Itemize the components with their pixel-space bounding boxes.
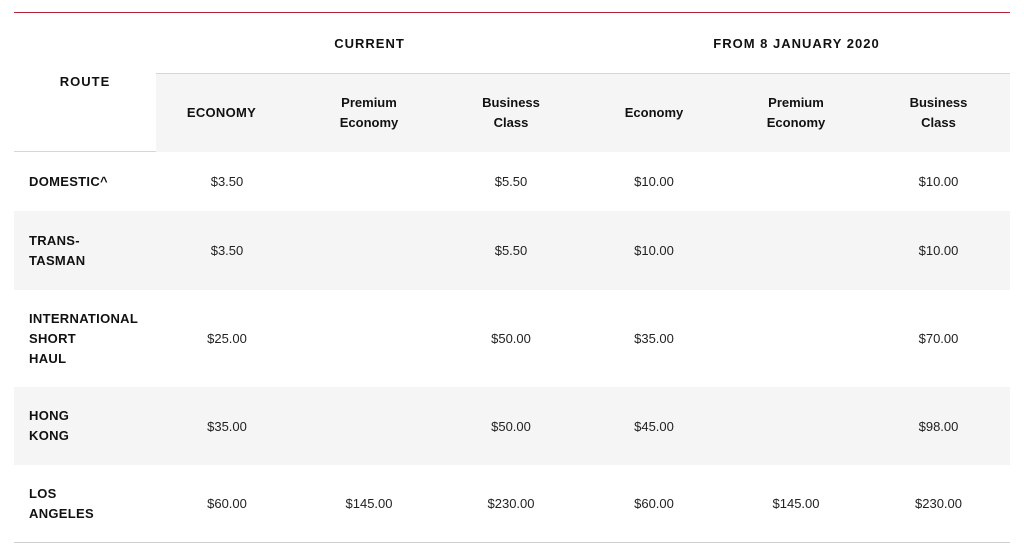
price-cell bbox=[298, 211, 440, 290]
price-cell: $50.00 bbox=[491, 331, 531, 346]
group-header-from-2020: FROM 8 JANUARY 2020 bbox=[713, 35, 880, 51]
price-cell: $60.00 bbox=[207, 496, 247, 511]
price-cell: $25.00 bbox=[207, 331, 247, 346]
route-name-line: HONG bbox=[29, 408, 70, 423]
price-cell: $35.00 bbox=[207, 418, 247, 434]
class-header-economy-new bbox=[583, 73, 725, 152]
price-cell bbox=[725, 152, 867, 211]
route-name-line: HAUL bbox=[29, 350, 67, 366]
bottom-divider bbox=[14, 542, 1010, 543]
class-header-line: Business bbox=[909, 94, 968, 110]
class-header-economy-current bbox=[156, 73, 287, 152]
class-header-line: Class bbox=[493, 114, 529, 130]
price-cell bbox=[725, 387, 867, 465]
route-name-line: SHORT bbox=[29, 330, 76, 346]
route-column-header: ROUTE bbox=[59, 74, 111, 89]
price-cell bbox=[725, 211, 867, 290]
route-name-line: INTERNATIONAL bbox=[29, 310, 139, 326]
price-cell: $60.00 bbox=[634, 496, 674, 511]
price-cell: $10.00 bbox=[634, 243, 674, 258]
price-cell: $10.00 bbox=[918, 243, 959, 258]
class-header-premium-economy-current bbox=[298, 73, 440, 152]
class-header-line: Economy bbox=[624, 104, 684, 120]
price-cell: $3.50 bbox=[210, 243, 244, 258]
route-name bbox=[29, 465, 94, 542]
price-cell bbox=[298, 152, 440, 211]
price-cell: $35.00 bbox=[634, 331, 674, 346]
price-cell bbox=[725, 290, 867, 387]
price-cell: $230.00 bbox=[915, 496, 962, 511]
route-name bbox=[29, 290, 138, 387]
price-cell: $50.00 bbox=[491, 418, 531, 434]
class-header-line: Economy bbox=[339, 114, 399, 130]
price-cell: $230.00 bbox=[487, 496, 535, 511]
class-header-line: Class bbox=[921, 114, 956, 130]
class-header-line: Economy bbox=[766, 114, 826, 130]
class-header-business-new bbox=[867, 73, 1010, 152]
class-header-business-current bbox=[440, 73, 582, 152]
route-name-line: TRANS- bbox=[29, 232, 80, 248]
price-cell: $10.00 bbox=[634, 174, 674, 189]
route-name-line: LOS bbox=[29, 485, 57, 501]
price-cell: $145.00 bbox=[345, 496, 393, 511]
price-cell: $5.50 bbox=[494, 243, 528, 258]
route-name-line: ANGELES bbox=[29, 505, 94, 521]
price-cell bbox=[298, 290, 440, 387]
route-name bbox=[29, 387, 69, 465]
price-cell: $70.00 bbox=[918, 331, 959, 346]
price-cell: $98.00 bbox=[918, 418, 959, 434]
price-cell bbox=[298, 387, 440, 465]
class-header-line: Business bbox=[482, 94, 540, 110]
price-cell: $5.50 bbox=[494, 174, 528, 189]
price-cell: $3.50 bbox=[210, 174, 244, 189]
price-cell: $45.00 bbox=[634, 418, 674, 434]
price-cell: $145.00 bbox=[772, 496, 820, 511]
class-header-premium-economy-new bbox=[725, 73, 867, 152]
route-name-line: DOMESTIC^ bbox=[29, 173, 108, 189]
class-header-line: ECONOMY bbox=[186, 104, 257, 120]
route-name bbox=[29, 211, 85, 290]
class-header-line: Premium bbox=[768, 94, 824, 110]
route-name-line: KONG bbox=[29, 428, 70, 443]
route-name-line: TASMAN bbox=[29, 252, 86, 268]
class-header-line: Premium bbox=[341, 94, 397, 110]
price-cell: $10.00 bbox=[918, 174, 959, 189]
route-name bbox=[29, 152, 108, 211]
group-header-current: CURRENT bbox=[334, 35, 405, 51]
